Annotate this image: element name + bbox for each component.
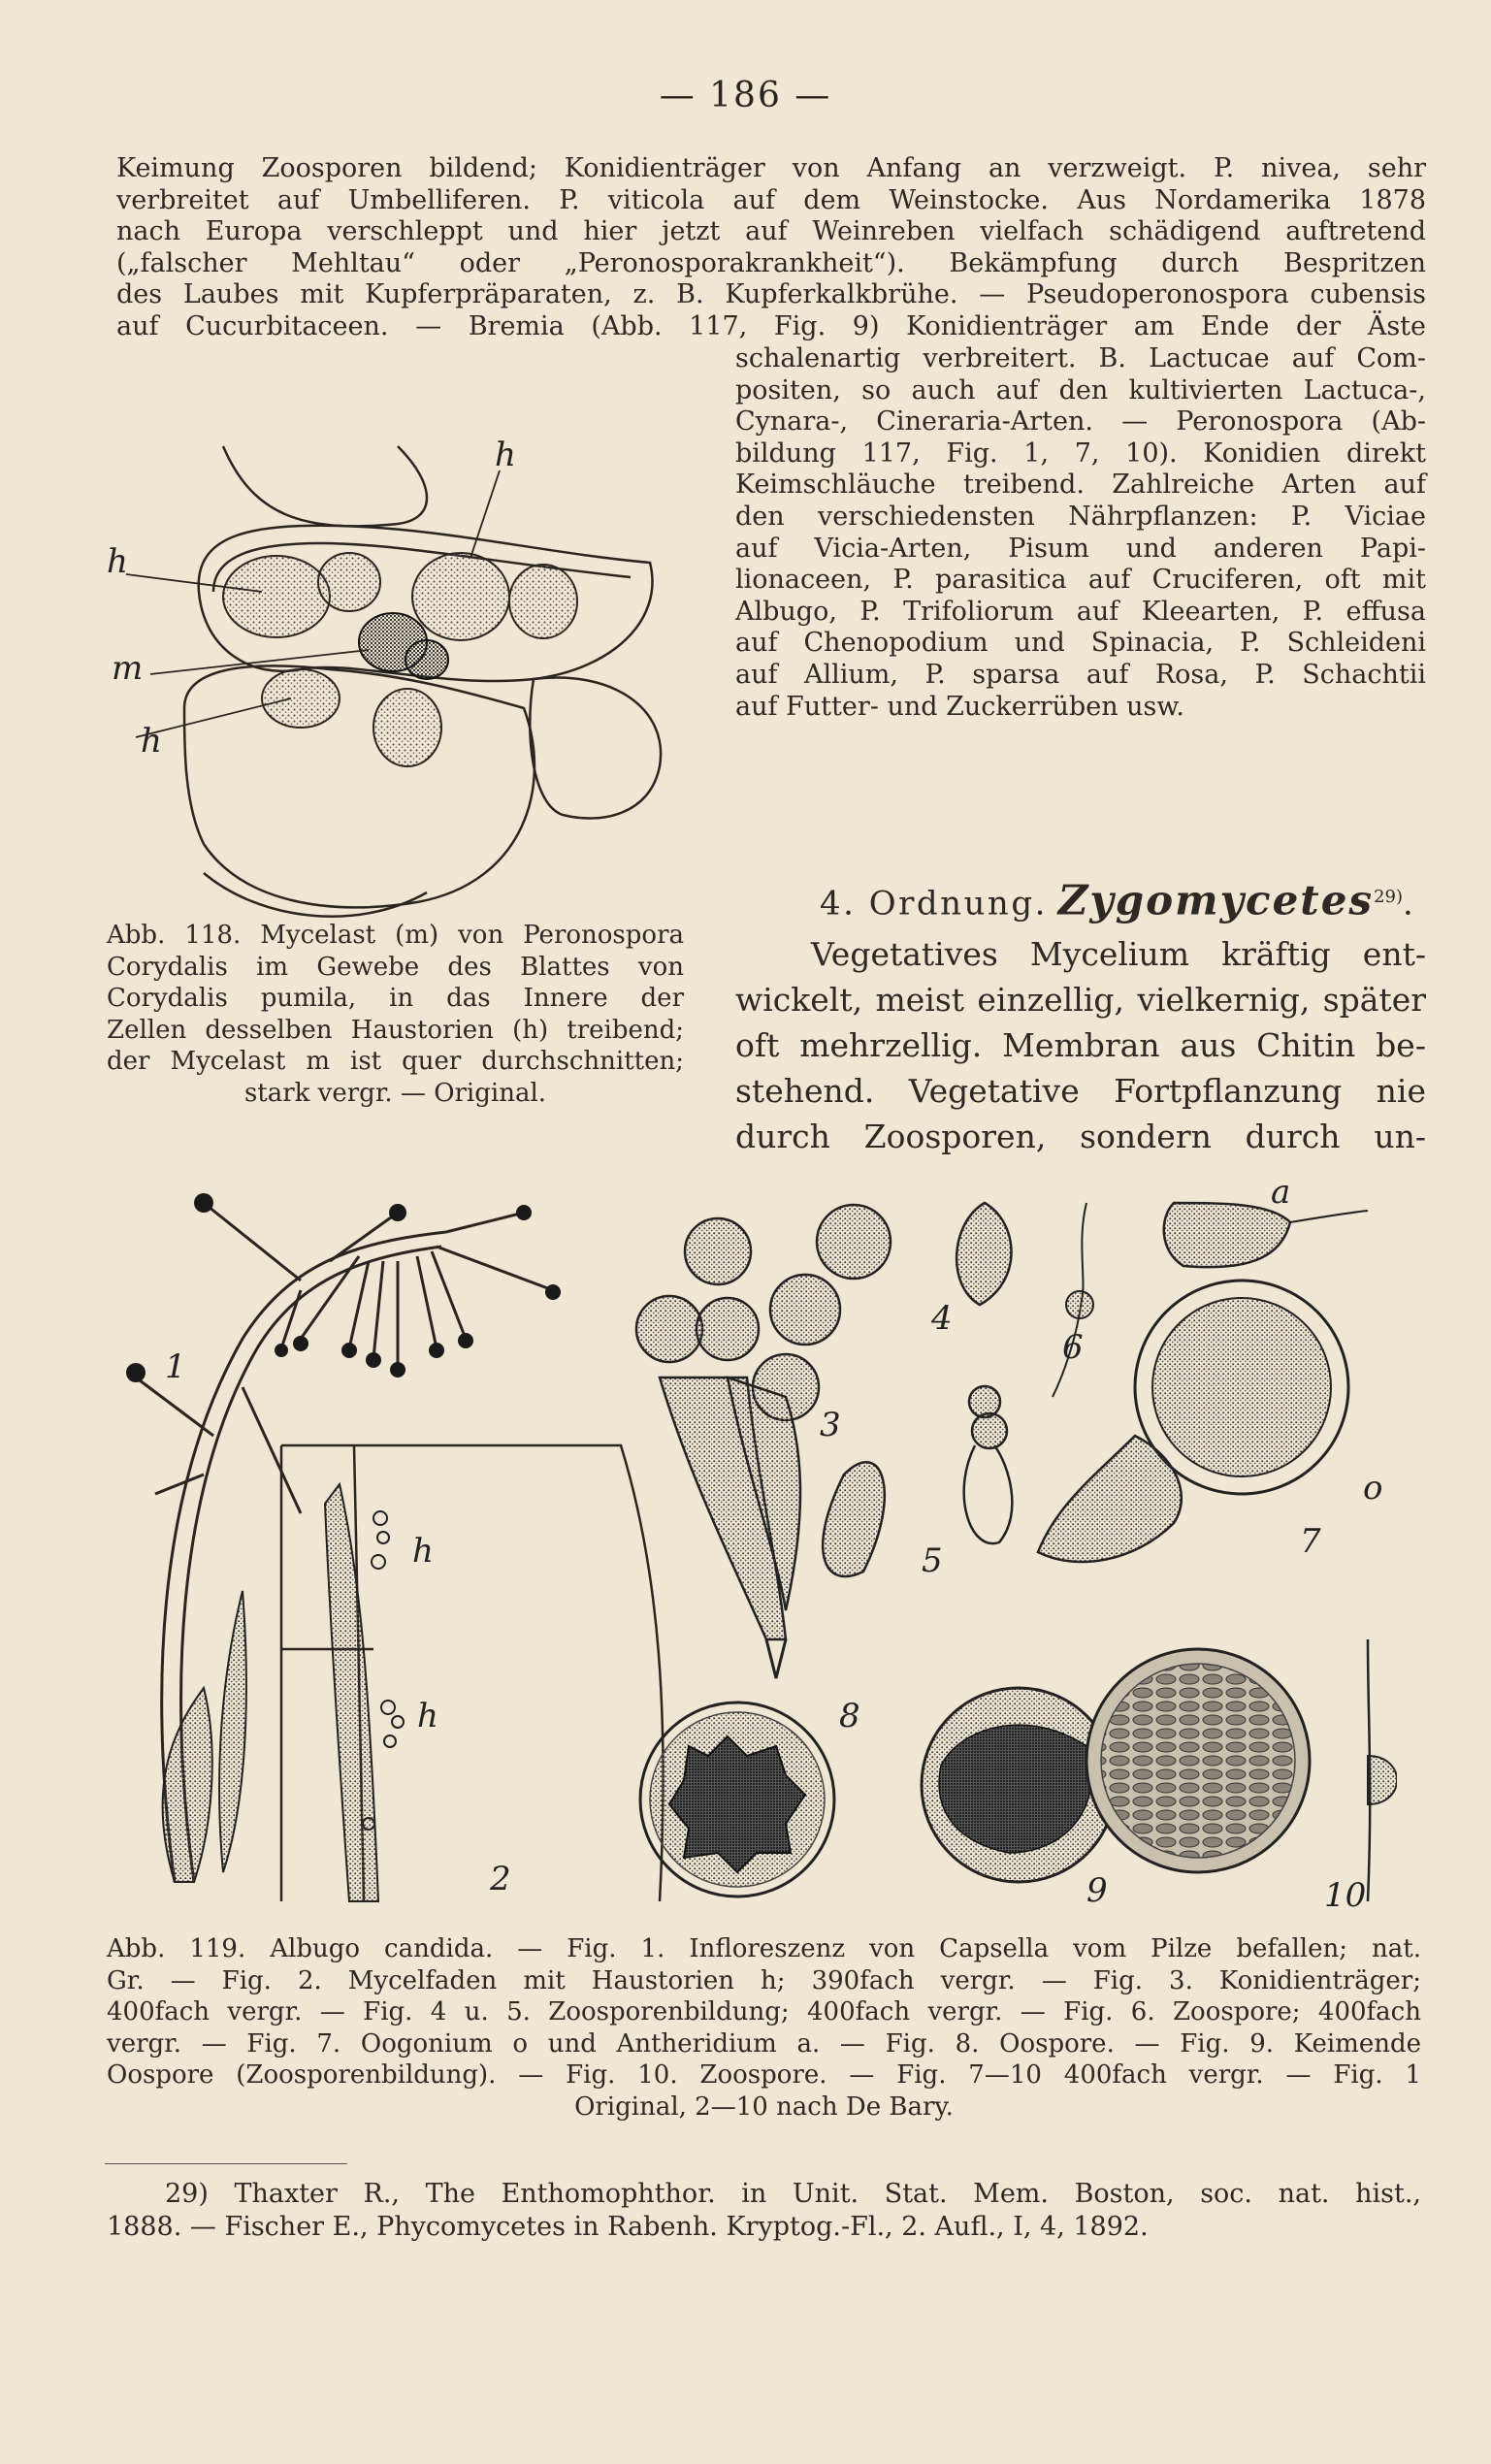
fig118-label-m: m (112, 649, 144, 688)
text-line: stehend. Vegetative Fortpflanzung nie (735, 1072, 1426, 1110)
text-line: („falscher Mehltau“ oder „Peronosporakrankheit“). Bekämpfung durch Bespritzen (116, 247, 1426, 278)
caption-line: vergr. — Fig. 7. Oogonium o und Antheridium a. — Fig. 8. Oospore. — Fig. 9. Keimende (107, 2028, 1421, 2059)
fig119-label-2: 2 (490, 1860, 511, 1898)
caption-line: Abb. 118. Mycelast (m) von Peronospora (107, 921, 684, 950)
fig119-label-7: 7 (1300, 1522, 1321, 1561)
fig119-label-10: 10 (1324, 1876, 1367, 1911)
caption-line: Abb. 119. Albugo candida. — Fig. 1. Infloreszenz von Capsella vom Pilze befallen; nat. (107, 1934, 1421, 1963)
text-line: des Laubes mit Kupferpräparaten, z. B. Kupferkalkbrühe. — Pseudoperonospora cubensis (116, 279, 1426, 310)
fig119-label-4: 4 (931, 1299, 953, 1338)
fig119-label-9: 9 (1086, 1871, 1108, 1910)
zygo-paragraph (735, 931, 1426, 1159)
figure-119 (107, 1183, 1397, 1911)
fig119-label-h2: h (417, 1697, 438, 1735)
text-line: den verschiedensten Nährpflanzen: P. Viciae (735, 501, 1426, 532)
text-line: auf Allium, P. sparsa auf Rosa, P. Schachtii (735, 659, 1426, 690)
top-paragraph (116, 153, 1426, 343)
caption-line: 400fach vergr. — Fig. 4 u. 5. Zoosporenbildung; 400fach vergr. — Fig. 6. Zoospore; 400fach (107, 1997, 1421, 2026)
text-line: verbreitet auf Umbelliferen. P. viticola auf dem Weinstocke. Aus Nordamerika 1878 (116, 184, 1426, 215)
footnote-rule (105, 2163, 347, 2164)
footnote (107, 2178, 1421, 2244)
text-line: durch Zoosporen, sondern durch un- (735, 1118, 1426, 1155)
text-line: positen, so auch auf den kultivierten Lactuca-, (735, 374, 1426, 405)
text-line: auf Futter- und Zuckerrüben usw. (735, 691, 1184, 722)
footnote-line: 1888. — Fischer E., Phycomycetes in Rabenh. Kryptog.-Fl., 2. Aufl., I, 4, 1892. (107, 2212, 1149, 2242)
fig119-label-o: o (1363, 1469, 1383, 1508)
text-line: Cynara-, Cineraria-Arten. — Peronospora (Ab- (735, 406, 1426, 438)
fig119-label-h1: h (412, 1532, 434, 1571)
text-line: nach Europa verschleppt und hier jetzt auf Weinreben vielfach schädigend auftretend (116, 216, 1426, 247)
text-line: Keimung Zoosporen bildend; Konidienträger von Anfang an verzweigt. P. nivea, sehr (116, 153, 1426, 183)
caption-line: Oospore (Zoosporenbildung). — Fig. 10. Zoospore. — Fig. 7—10 400fach vergr. — Fig. 1 (107, 2060, 1421, 2090)
caption-line: Zellen desselben Haustorien (h) treibend; (107, 1015, 684, 1045)
fig119-label-8: 8 (839, 1697, 860, 1735)
fig119-label-1: 1 (165, 1347, 186, 1386)
footnote-line: 29) Thaxter R., The Enthomophthor. in Unit. Stat. Mem. Boston, soc. nat. hist., (165, 2179, 1421, 2209)
caption-line: Corydalis pumila, in das Innere der (107, 984, 684, 1013)
caption-line: der Mycelast m ist quer durchschnitten; (107, 1047, 684, 1076)
text-line: auf Chenopodium und Spinacia, P. Schleideni (735, 628, 1426, 659)
text-line: schalenartig verbreitert. B. Lactucae auf Com- (735, 343, 1426, 373)
heading-name: Zygomycetes (1057, 876, 1375, 924)
section-heading (820, 873, 1441, 927)
caption-line: Gr. — Fig. 2. Mycelfaden mit Haustorien h; 390fach vergr. — Fig. 3. Konidienträger; (107, 1965, 1421, 1995)
fig119-label-5: 5 (922, 1541, 943, 1580)
text-line: Vegetatives Mycelium kräftig ent- (811, 935, 1426, 973)
fig118-label-h-left: h (107, 542, 128, 581)
text-line: Keimschläuche treibend. Zahlreiche Arten auf (735, 470, 1426, 501)
heading-prefix: 4. Ordnung. (820, 884, 1048, 924)
page-number: — 186 — (659, 76, 832, 115)
heading-footnote-ref: 29) (1374, 887, 1404, 907)
fig118-label-h-bottom: h (141, 722, 162, 761)
text-line: Albugo, P. Trifoliorum auf Kleearten, P. effusa (735, 596, 1426, 627)
text-line: lionaceen, P. parasitica auf Cruciferen, oft mit (735, 565, 1426, 596)
text-line: auf Vicia-Arten, Pisum und anderen Papi- (735, 533, 1426, 564)
fig119-label-6: 6 (1062, 1328, 1084, 1367)
fig118-label-h-top: h (495, 436, 516, 474)
text-line: auf Cucurbitaceen. — Bremia (Abb. 117, Fig. 9) Konidienträger am Ende der Äste (116, 310, 1426, 341)
figure-119-caption (107, 1933, 1421, 2123)
fig119-label-a: a (1271, 1183, 1291, 1212)
caption-line: Corydalis im Gewebe des Blattes von (107, 952, 684, 982)
caption-line: Original, 2—10 nach De Bary. (574, 2091, 954, 2122)
heading-suffix: . (1403, 884, 1413, 924)
caption-line: stark vergr. — Original. (243, 1078, 547, 1108)
right-column (735, 343, 1426, 723)
figure-118-caption (107, 920, 684, 1109)
text-line: bildung 117, Fig. 1, 7, 10). Konidien direkt (735, 438, 1426, 469)
figure-118 (107, 417, 689, 922)
fig119-label-3: 3 (820, 1406, 841, 1444)
text-line: wickelt, meist einzellig, vielkernig, später (735, 981, 1426, 1019)
text-line: oft mehrzellig. Membran aus Chitin be- (735, 1026, 1426, 1064)
